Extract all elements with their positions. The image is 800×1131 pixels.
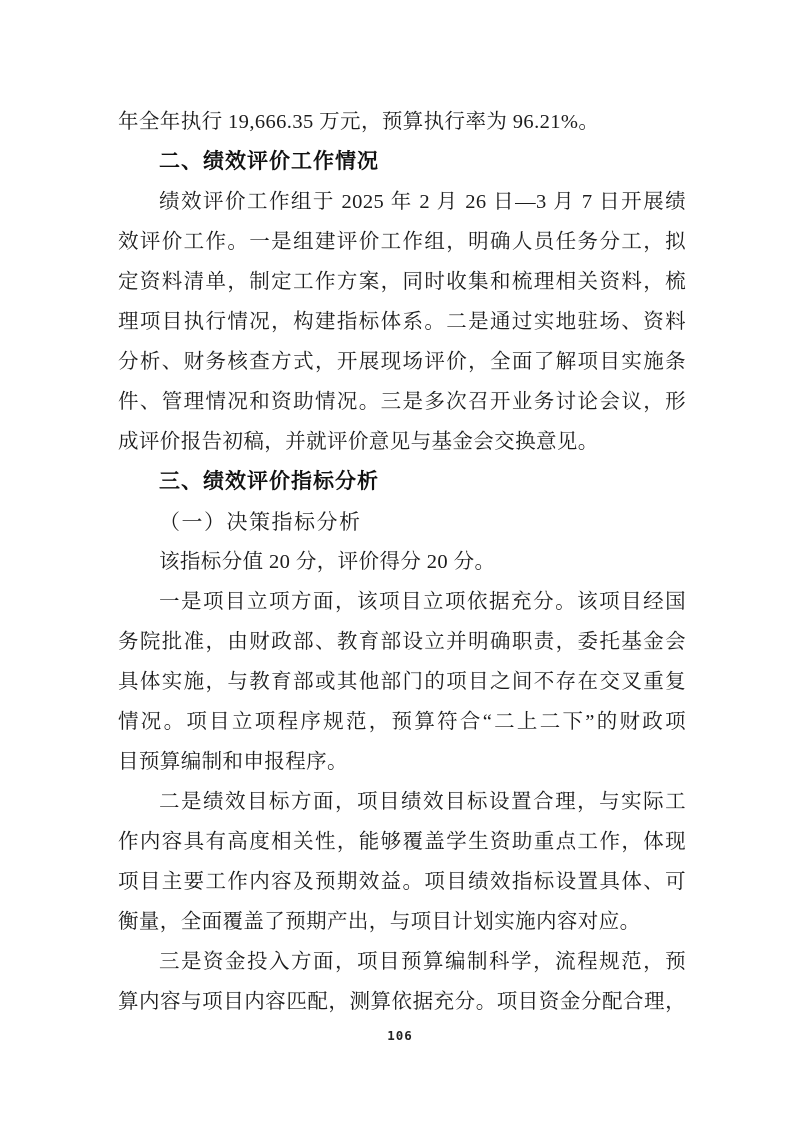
body-text-line: 年全年执行 19,666.35 万元，预算执行率为 96.21%。 [118, 111, 600, 133]
sub-section-heading: （一）决策指标分析 [159, 510, 362, 534]
body-text-line: 该指标分值 20 分，评价得分 20 分。 [159, 551, 496, 573]
body-text-line: 作内容具有高度相关性，能够覆盖学生资助重点工作，体现 [118, 831, 686, 853]
body-text-line: 二是绩效目标方面，项目绩效目标设置合理，与实际工 [159, 791, 686, 813]
body-text-line: 定资料清单，制定工作方案，同时收集和梳理相关资料，梳 [118, 271, 686, 293]
section-heading: 二、绩效评价工作情况 [159, 150, 379, 173]
body-text-line: 项目主要工作内容及预期效益。项目绩效指标设置具体、可 [118, 871, 686, 893]
body-text-line: 具体实施，与教育部或其他部门的项目之间不存在交叉重复 [118, 671, 686, 693]
body-text-line: 衡量，全面覆盖了预期产出，与项目计划实施内容对应。 [118, 911, 641, 933]
body-text-line: 目预算编制和申报程序。 [118, 751, 348, 773]
body-text-line: 理项目执行情况，构建指标体系。二是通过实地驻场、资料 [118, 311, 686, 333]
page-number: 106 [387, 1028, 413, 1043]
body-text-line: 算内容与项目内容匹配，测算依据充分。项目资金分配合理， [118, 991, 686, 1013]
body-text-line: 效评价工作。一是组建评价工作组，明确人员任务分工，拟 [118, 231, 686, 253]
document-text-block [118, 102, 686, 1022]
body-text-line: 成评价报告初稿，并就评价意见与基金会交换意见。 [118, 431, 599, 453]
section-heading: 三、绩效评价指标分析 [159, 470, 379, 493]
body-text-line: 三是资金投入方面，项目预算编制科学，流程规范，预 [159, 951, 686, 973]
body-text-line: 情况。项目立项程序规范，预算符合“二上二下”的财政项 [118, 711, 686, 733]
body-text-line: 件、管理情况和资助情况。三是多次召开业务讨论会议，形 [118, 391, 686, 413]
body-text-line: 务院批准，由财政部、教育部设立并明确职责，委托基金会 [118, 631, 686, 653]
body-text-line: 分析、财务核查方式，开展现场评价，全面了解项目实施条 [118, 351, 686, 373]
body-text-line: 绩效评价工作组于 2025 年 2 月 26 日—3 月 7 日开展绩 [159, 191, 686, 213]
body-text-line: 一是项目立项方面，该项目立项依据充分。该项目经国 [159, 591, 686, 613]
